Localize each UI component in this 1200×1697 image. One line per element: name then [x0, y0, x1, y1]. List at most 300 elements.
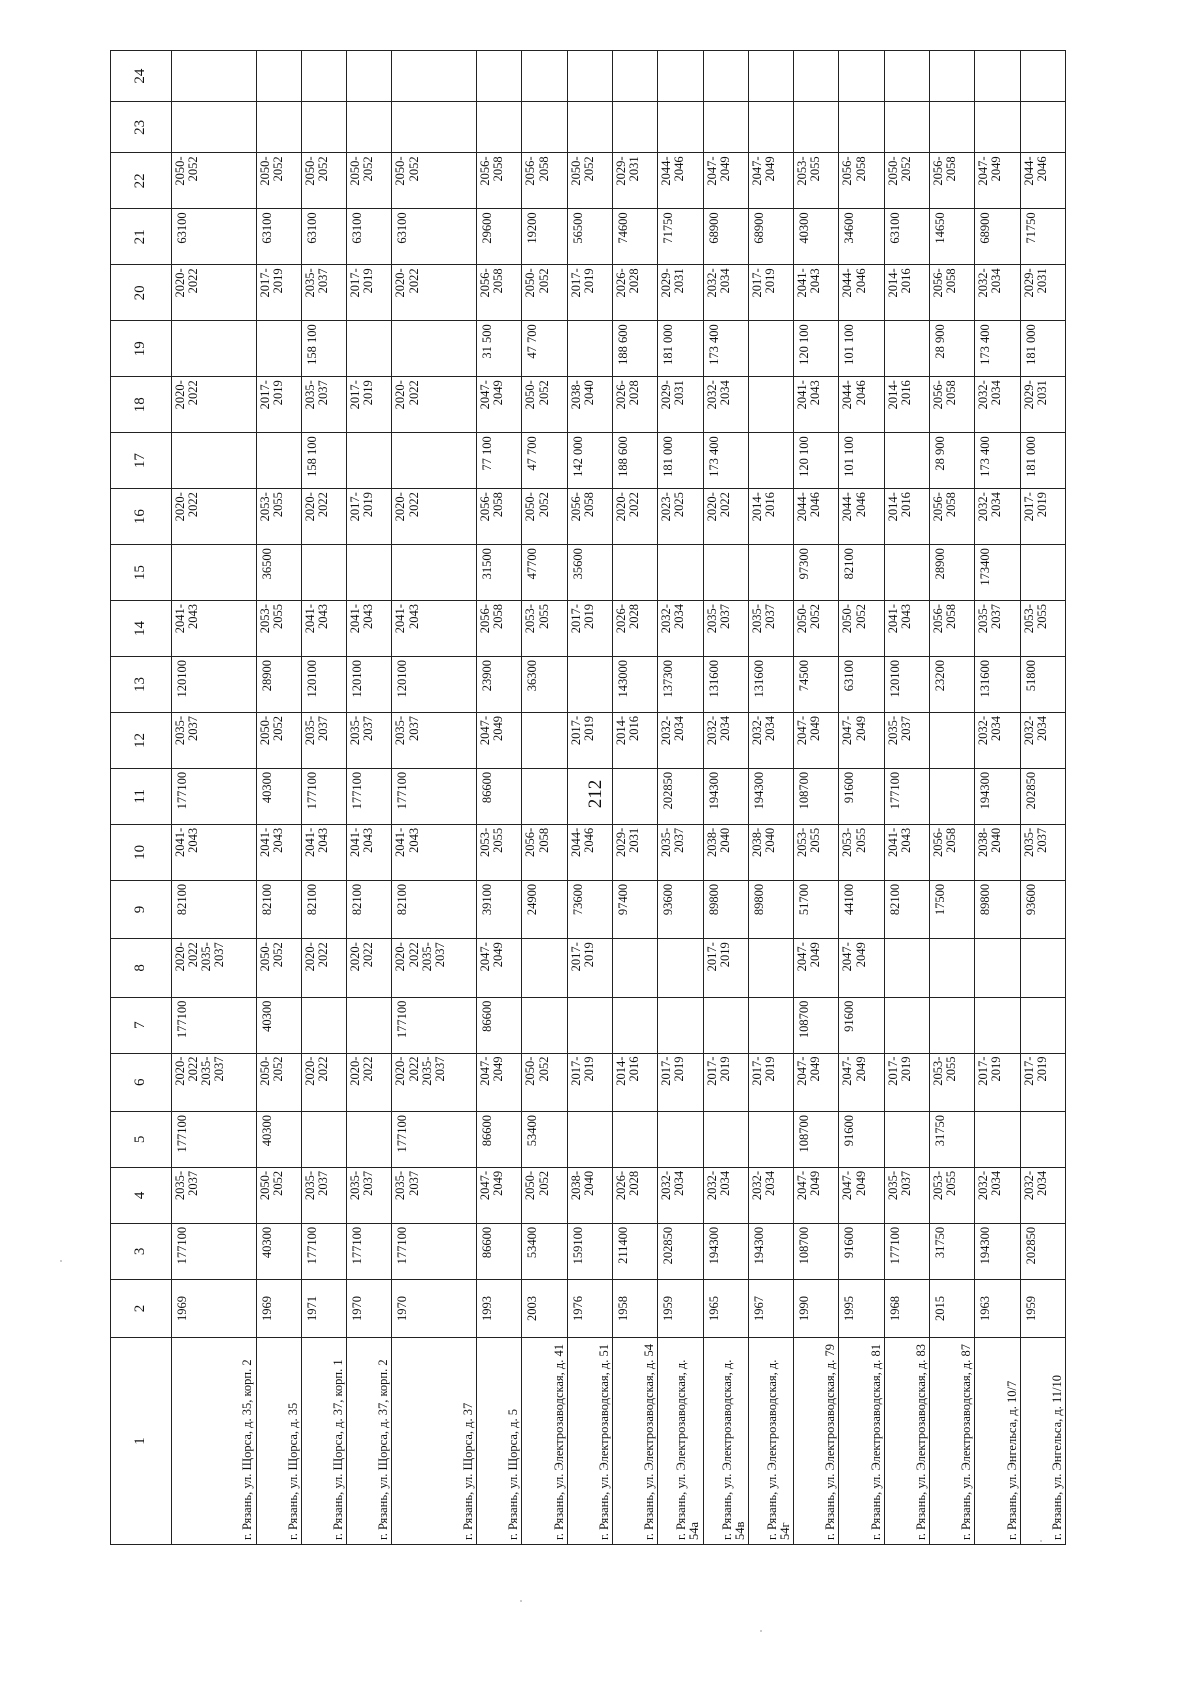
column-header-7: 7	[111, 997, 172, 1053]
period-cell: 2020- 2022	[703, 489, 748, 545]
value-cell: 63100	[839, 657, 884, 713]
value-cell: 173 400	[975, 321, 1020, 377]
table-row	[256, 51, 301, 1545]
value-cell: 194300	[975, 1223, 1020, 1279]
period-cell: 2026- 2028	[612, 377, 657, 433]
period-cell: 2026- 2028	[612, 265, 657, 321]
value-cell	[612, 102, 657, 153]
value-cell	[392, 102, 477, 153]
value-cell: 120 100	[794, 321, 839, 377]
value-cell: 142 000	[567, 433, 612, 489]
address-cell: г. Рязань, ул. Электрозаводская, д. 83	[884, 1338, 929, 1545]
period-cell: 2035- 2037	[172, 1167, 257, 1223]
period-cell: 2026- 2028	[612, 1167, 657, 1223]
period-cell: 2050- 2052	[522, 1167, 567, 1223]
value-cell: 19200	[522, 209, 567, 265]
period-cell: 2047- 2049	[839, 1167, 884, 1223]
value-cell	[347, 433, 392, 489]
period-cell: 2047- 2049	[477, 1053, 522, 1111]
value-cell: 202850	[658, 1223, 703, 1279]
year-cell: 1990	[794, 1279, 839, 1337]
period-cell: 2047- 2049	[839, 939, 884, 997]
value-cell: 68900	[703, 209, 748, 265]
table-row	[172, 51, 257, 1545]
value-cell: 131600	[748, 657, 793, 713]
value-cell: 31750	[930, 1223, 975, 1279]
value-cell	[477, 51, 522, 102]
address-cell: г. Рязань, ул. Щорса, д. 35	[256, 1338, 301, 1545]
table-row	[392, 51, 477, 1545]
value-cell: 194300	[703, 768, 748, 824]
value-cell	[930, 939, 975, 997]
period-cell: 2032- 2034	[703, 265, 748, 321]
value-cell	[884, 51, 929, 102]
value-cell	[975, 997, 1020, 1053]
column-header-23: 23	[111, 102, 172, 153]
period-cell: 2035- 2037	[884, 712, 929, 768]
value-cell: 91600	[839, 1223, 884, 1279]
value-cell: 158 100	[301, 433, 346, 489]
value-cell	[347, 545, 392, 601]
period-cell: 2020- 2022	[612, 489, 657, 545]
value-cell: 194300	[748, 1223, 793, 1279]
period-cell: 2053- 2055	[477, 824, 522, 880]
value-cell: 177100	[347, 768, 392, 824]
value-cell	[658, 997, 703, 1053]
value-cell	[392, 51, 477, 102]
period-cell: 2056- 2058	[930, 601, 975, 657]
year-cell: 1970	[347, 1279, 392, 1337]
table-container	[110, 50, 1066, 1545]
value-cell: 173 400	[975, 433, 1020, 489]
period-cell: 2047- 2049	[477, 939, 522, 997]
value-cell: 86600	[477, 1111, 522, 1167]
column-header-10: 10	[111, 824, 172, 880]
period-cell: 2044- 2046	[839, 489, 884, 545]
column-header-9: 9	[111, 880, 172, 938]
year-cell: 2015	[930, 1279, 975, 1337]
address-cell: г. Рязань, ул. Электрозаводская, д. 54а	[658, 1338, 703, 1545]
period-cell: 2056- 2058	[477, 601, 522, 657]
table-row	[748, 51, 793, 1545]
table-row	[658, 51, 703, 1545]
column-header-24: 24	[111, 51, 172, 102]
period-cell: 2017- 2019	[567, 1053, 612, 1111]
period-cell: 2050- 2052	[256, 1053, 301, 1111]
period-cell: 2047- 2049	[748, 153, 793, 209]
value-cell: 143000	[612, 657, 657, 713]
period-cell: 2047- 2049	[477, 377, 522, 433]
value-cell	[522, 51, 567, 102]
value-cell: 97400	[612, 880, 657, 938]
value-cell: 177100	[392, 768, 477, 824]
period-cell: 2044- 2046	[1020, 153, 1065, 209]
column-header-5: 5	[111, 1111, 172, 1167]
scan-speck	[1040, 1540, 1042, 1542]
year-cell: 1959	[1020, 1279, 1065, 1337]
period-cell: 2020- 2022	[172, 377, 257, 433]
period-cell: 2020- 2022 2035- 2037	[172, 1053, 257, 1111]
period-cell: 2053- 2055	[256, 489, 301, 545]
period-cell: 2020- 2022 2035- 2037	[392, 939, 477, 997]
column-header-18: 18	[111, 377, 172, 433]
value-cell: 177100	[301, 768, 346, 824]
value-cell	[703, 51, 748, 102]
value-cell: 177100	[172, 768, 257, 824]
period-cell: 2050- 2052	[347, 153, 392, 209]
value-cell	[347, 1111, 392, 1167]
value-cell	[930, 997, 975, 1053]
period-cell: 2032- 2034	[658, 712, 703, 768]
value-cell	[658, 1111, 703, 1167]
period-cell: 2038- 2040	[567, 377, 612, 433]
column-header-8: 8	[111, 939, 172, 997]
page-number: 212	[585, 779, 606, 809]
table-row	[930, 51, 975, 1545]
table-row	[975, 51, 1020, 1545]
table-row	[612, 51, 657, 1545]
value-cell	[839, 51, 884, 102]
value-cell	[794, 51, 839, 102]
value-cell: 89800	[975, 880, 1020, 938]
period-cell: 2017- 2019	[256, 265, 301, 321]
year-cell: 1971	[301, 1279, 346, 1337]
value-cell	[256, 51, 301, 102]
period-cell: 2041- 2043	[794, 265, 839, 321]
value-cell	[301, 1111, 346, 1167]
value-cell: 71750	[1020, 209, 1065, 265]
value-cell: 202850	[1020, 768, 1065, 824]
address-cell: г. Рязань, ул. Электрозаводская, д. 81	[839, 1338, 884, 1545]
address-cell: г. Рязань, ул. Щорса, д. 5	[477, 1338, 522, 1545]
value-cell: 63100	[301, 209, 346, 265]
value-cell: 36300	[522, 657, 567, 713]
period-cell: 2035- 2037	[975, 601, 1020, 657]
value-cell	[301, 997, 346, 1053]
period-cell: 2035- 2037	[1020, 824, 1065, 880]
period-cell: 2038- 2040	[703, 824, 748, 880]
period-cell: 2035- 2037	[347, 712, 392, 768]
value-cell	[567, 997, 612, 1053]
table-row	[301, 51, 346, 1545]
period-cell: 2017- 2019	[256, 377, 301, 433]
period-cell: 2041- 2043	[256, 824, 301, 880]
period-cell: 2056- 2058	[477, 489, 522, 545]
period-cell: 2041- 2043	[347, 824, 392, 880]
value-cell	[658, 102, 703, 153]
value-cell: 177100	[172, 1223, 257, 1279]
year-cell: 1958	[612, 1279, 657, 1337]
value-cell: 89800	[748, 880, 793, 938]
period-cell: 2017- 2019	[347, 377, 392, 433]
value-cell	[522, 939, 567, 997]
value-cell: 77 100	[477, 433, 522, 489]
value-cell	[884, 939, 929, 997]
address-cell: г. Рязань, ул. Электрозаводская, д. 51	[567, 1338, 612, 1545]
period-cell: 2044- 2046	[839, 265, 884, 321]
year-cell: 1969	[172, 1279, 257, 1337]
period-cell: 2053- 2055	[522, 601, 567, 657]
value-cell: 36500	[256, 545, 301, 601]
value-cell: 108700	[794, 997, 839, 1053]
value-cell: 68900	[975, 209, 1020, 265]
value-cell: 40300	[256, 997, 301, 1053]
period-cell: 2032- 2034	[658, 601, 703, 657]
value-cell: 108700	[794, 1111, 839, 1167]
value-cell: 82100	[392, 880, 477, 938]
value-cell: 82100	[884, 880, 929, 938]
value-cell	[703, 997, 748, 1053]
period-cell: 2047- 2049	[975, 153, 1020, 209]
value-cell	[1020, 102, 1065, 153]
period-cell: 2050- 2052	[522, 1053, 567, 1111]
value-cell: 91600	[839, 1111, 884, 1167]
period-cell: 2029- 2031	[1020, 265, 1065, 321]
period-cell: 2017- 2019	[567, 712, 612, 768]
year-cell: 1995	[839, 1279, 884, 1337]
year-cell: 1963	[975, 1279, 1020, 1337]
column-header-15: 15	[111, 545, 172, 601]
address-cell: г. Рязань, ул. Энгельса, д. 11/10	[1020, 1338, 1065, 1545]
value-cell	[612, 1111, 657, 1167]
value-cell	[522, 102, 567, 153]
period-cell: 2038- 2040	[748, 824, 793, 880]
value-cell: 44100	[839, 880, 884, 938]
value-cell: 71750	[658, 209, 703, 265]
year-cell: 2003	[522, 1279, 567, 1337]
period-cell: 2035- 2037	[172, 712, 257, 768]
period-cell: 2050- 2052	[522, 265, 567, 321]
period-cell: 2017- 2019	[1020, 489, 1065, 545]
address-cell: г. Рязань, ул. Электрозаводская, д. 54в	[703, 1338, 748, 1545]
table-row	[794, 51, 839, 1545]
period-cell: 2053- 2055	[256, 601, 301, 657]
value-cell: 31750	[930, 1111, 975, 1167]
period-cell: 2041- 2043	[794, 377, 839, 433]
period-cell: 2017- 2019	[975, 1053, 1020, 1111]
value-cell: 91600	[839, 768, 884, 824]
value-cell: 181 000	[1020, 321, 1065, 377]
value-cell: 177100	[392, 1111, 477, 1167]
period-cell: 2029- 2031	[658, 265, 703, 321]
period-cell: 2014- 2016	[612, 712, 657, 768]
period-cell: 2041- 2043	[392, 824, 477, 880]
value-cell: 23200	[930, 657, 975, 713]
scan-speck	[60, 1260, 62, 1262]
value-cell	[172, 321, 257, 377]
period-cell: 2035- 2037	[301, 377, 346, 433]
period-cell: 2056- 2058	[930, 377, 975, 433]
value-cell: 188 600	[612, 433, 657, 489]
value-cell: 177100	[172, 1111, 257, 1167]
value-cell: 40300	[256, 1223, 301, 1279]
value-cell	[612, 51, 657, 102]
period-cell: 2035- 2037	[392, 712, 477, 768]
value-cell: 51700	[794, 880, 839, 938]
value-cell: 202850	[658, 768, 703, 824]
value-cell: 173 400	[703, 321, 748, 377]
period-cell: 2047- 2049	[794, 1167, 839, 1223]
period-cell: 2032- 2034	[975, 489, 1020, 545]
period-cell: 2050- 2052	[567, 153, 612, 209]
value-cell: 35600	[567, 545, 612, 601]
period-cell: 2023- 2025	[658, 489, 703, 545]
value-cell: 108700	[794, 768, 839, 824]
table-row	[1020, 51, 1065, 1545]
year-cell: 1969	[256, 1279, 301, 1337]
period-cell: 2053- 2055	[930, 1053, 975, 1111]
value-cell: 177100	[301, 1223, 346, 1279]
period-cell: 2047- 2049	[794, 712, 839, 768]
value-cell: 101 100	[839, 433, 884, 489]
period-cell: 2032- 2034	[748, 712, 793, 768]
value-cell	[567, 657, 612, 713]
value-cell	[347, 997, 392, 1053]
period-cell: 2056- 2058	[477, 153, 522, 209]
value-cell	[748, 1111, 793, 1167]
period-cell: 2056- 2058	[930, 489, 975, 545]
period-cell: 2038- 2040	[975, 824, 1020, 880]
table-body	[172, 51, 1066, 1545]
period-cell: 2035- 2037	[748, 601, 793, 657]
value-cell	[975, 1111, 1020, 1167]
period-cell: 2017- 2019	[703, 1053, 748, 1111]
period-cell: 2020- 2022	[392, 377, 477, 433]
value-cell: 14650	[930, 209, 975, 265]
period-cell: 2017- 2019	[567, 265, 612, 321]
value-cell	[748, 51, 793, 102]
value-cell: 17500	[930, 880, 975, 938]
period-cell: 2032- 2034	[703, 1167, 748, 1223]
value-cell	[1020, 997, 1065, 1053]
value-cell: 82100	[347, 880, 392, 938]
period-cell: 2026- 2028	[612, 601, 657, 657]
period-cell: 2047- 2049	[839, 712, 884, 768]
value-cell: 91600	[839, 997, 884, 1053]
period-cell: 2032- 2034	[1020, 712, 1065, 768]
value-cell	[1020, 51, 1065, 102]
period-cell: 2050- 2052	[794, 601, 839, 657]
scan-speck	[520, 1600, 522, 1602]
value-cell	[347, 321, 392, 377]
value-cell: 82100	[839, 545, 884, 601]
value-cell	[347, 102, 392, 153]
value-cell: 51800	[1020, 657, 1065, 713]
value-cell: 40300	[256, 768, 301, 824]
value-cell	[477, 102, 522, 153]
period-cell: 2047- 2049	[794, 939, 839, 997]
address-cell: г. Рязань, ул. Щорса, д. 37	[392, 1338, 477, 1545]
value-cell	[612, 545, 657, 601]
value-cell: 188 600	[612, 321, 657, 377]
year-cell: 1968	[884, 1279, 929, 1337]
value-cell	[172, 433, 257, 489]
column-header-17: 17	[111, 433, 172, 489]
value-cell: 93600	[658, 880, 703, 938]
year-cell: 1993	[477, 1279, 522, 1337]
value-cell	[567, 1111, 612, 1167]
period-cell: 2041- 2043	[392, 601, 477, 657]
value-cell	[301, 102, 346, 153]
value-cell	[975, 102, 1020, 153]
value-cell	[703, 545, 748, 601]
period-cell: 2050- 2052	[839, 601, 884, 657]
value-cell	[347, 51, 392, 102]
value-cell: 56500	[567, 209, 612, 265]
value-cell: 120100	[347, 657, 392, 713]
value-cell	[794, 102, 839, 153]
value-cell	[975, 939, 1020, 997]
period-cell: 2050- 2052	[884, 153, 929, 209]
table-row	[884, 51, 929, 1545]
value-cell	[884, 1111, 929, 1167]
value-cell: 89800	[703, 880, 748, 938]
value-cell	[172, 51, 257, 102]
year-cell: 1976	[567, 1279, 612, 1337]
table-row	[477, 51, 522, 1545]
period-cell: 2053- 2055	[794, 824, 839, 880]
address-cell: г. Рязань, ул. Энгельса, д. 10/7	[975, 1338, 1020, 1545]
value-cell	[884, 545, 929, 601]
period-cell: 2035- 2037	[301, 712, 346, 768]
period-cell: 2050- 2052	[392, 153, 477, 209]
value-cell	[1020, 1111, 1065, 1167]
value-cell: 31500	[477, 545, 522, 601]
period-cell: 2041- 2043	[172, 824, 257, 880]
column-header-6: 6	[111, 1053, 172, 1111]
period-cell: 2020- 2022	[172, 489, 257, 545]
value-cell: 47 700	[522, 433, 567, 489]
address-cell: г. Рязань, ул. Щорса, д. 35, корп. 2	[172, 1338, 257, 1545]
period-cell: 2014- 2016	[884, 377, 929, 433]
period-cell: 2047- 2049	[703, 153, 748, 209]
period-cell: 2014- 2016	[612, 1053, 657, 1111]
value-cell	[567, 102, 612, 153]
value-cell	[975, 51, 1020, 102]
value-cell	[658, 939, 703, 997]
period-cell: 2044- 2046	[794, 489, 839, 545]
period-cell: 2050- 2052	[256, 712, 301, 768]
period-cell: 2020- 2022	[347, 939, 392, 997]
value-cell	[392, 433, 477, 489]
period-cell: 2056- 2058	[930, 824, 975, 880]
value-cell: 194300	[703, 1223, 748, 1279]
period-cell: 2053- 2055	[839, 824, 884, 880]
value-cell: 82100	[172, 880, 257, 938]
address-cell: г. Рязань, ул. Щорса, д. 37, корп. 2	[347, 1338, 392, 1545]
column-header-22: 22	[111, 153, 172, 209]
period-cell: 2053- 2055	[794, 153, 839, 209]
value-cell	[748, 939, 793, 997]
period-cell: 2032- 2034	[703, 712, 748, 768]
period-cell: 2032- 2034	[748, 1167, 793, 1223]
period-cell: 2041- 2043	[301, 824, 346, 880]
period-cell: 2032- 2034	[975, 265, 1020, 321]
value-cell: 181 000	[658, 321, 703, 377]
column-header-13: 13	[111, 657, 172, 713]
value-cell: 120100	[392, 657, 477, 713]
value-cell	[567, 321, 612, 377]
value-cell: 28900	[930, 545, 975, 601]
value-cell	[172, 545, 257, 601]
value-cell	[1020, 939, 1065, 997]
year-cell: 1959	[658, 1279, 703, 1337]
value-cell: 86600	[477, 1223, 522, 1279]
value-cell: 28900	[256, 657, 301, 713]
period-cell: 2035- 2037	[658, 824, 703, 880]
table-row	[522, 51, 567, 1545]
period-cell: 2056- 2058	[567, 489, 612, 545]
